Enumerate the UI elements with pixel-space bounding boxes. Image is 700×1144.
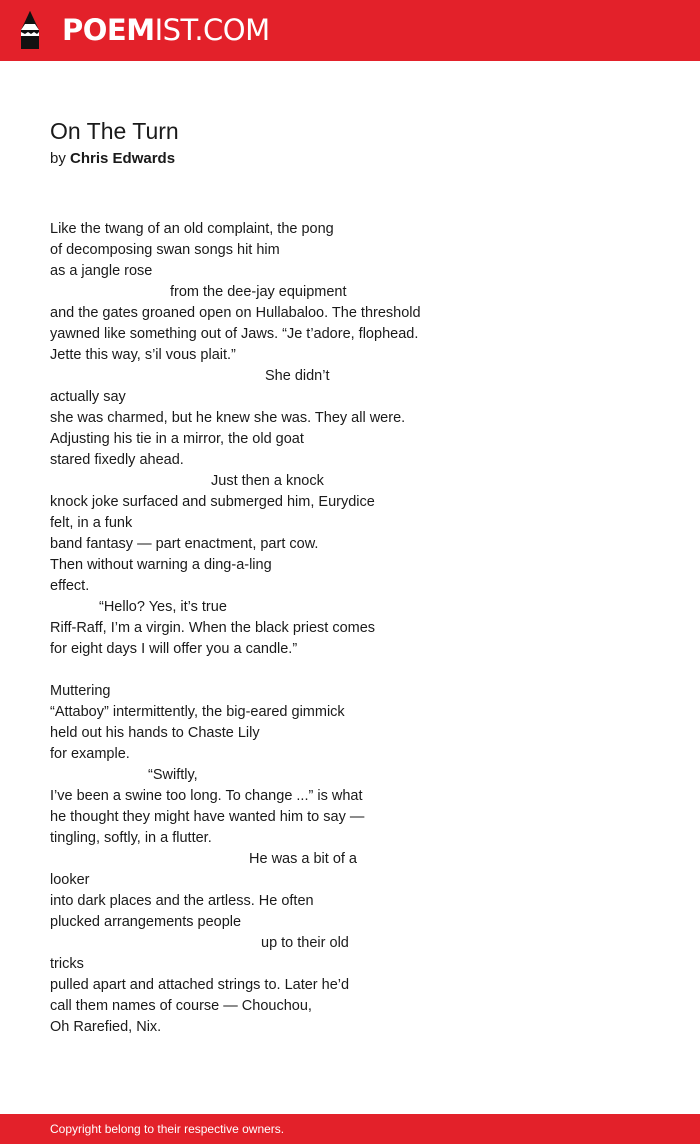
poem-line: from the dee-jay equipment <box>170 284 347 300</box>
poem-line: looker <box>50 872 90 888</box>
copyright-text: Copyright belong to their respective owners. <box>50 1122 285 1136</box>
poem-line: held out his hands to Chaste Lily <box>50 725 260 741</box>
poem-line: call them names of course — Chouchou, <box>50 998 312 1014</box>
poem-line: pulled apart and attached strings to. Later he’d <box>50 977 350 993</box>
poem-line: Oh Rarefied, Nix. <box>50 1019 162 1035</box>
poem-line: tingling, softly, in a flutter. <box>50 830 212 846</box>
poem-line: into dark places and the artless. He often <box>50 893 314 909</box>
poem-line: for eight days I will offer you a candle.” <box>50 641 298 657</box>
poem-line: He was a bit of a <box>249 851 357 867</box>
poem-line: band fantasy — part enactment, part cow. <box>50 536 319 552</box>
site-footer <box>0 1114 700 1144</box>
poem-line: Then without warning a ding-a-ling <box>50 557 272 573</box>
poem-line: felt, in a funk <box>50 515 133 531</box>
poem-line: Riff-Raff, I’m a virgin. When the black priest comes <box>50 620 376 636</box>
site-header <box>0 0 700 61</box>
poem-line: knock joke surfaced and submerged him, Eurydice <box>50 494 375 510</box>
poem-line: yawned like something out of Jaws. “Je t’adore, flophead. <box>50 326 419 342</box>
poem-line: plucked arrangements people <box>50 914 242 930</box>
by-label: by <box>50 150 66 167</box>
author-name: Chris Edwards <box>70 150 176 167</box>
poem-line: effect. <box>50 578 90 594</box>
poem-line: he thought they might have wanted him to say — <box>50 809 365 825</box>
poem-line: “Swiftly, <box>148 767 198 783</box>
poem-line: for example. <box>50 746 130 762</box>
brand-bold: POEM <box>62 13 155 47</box>
site-logo-text[interactable] <box>62 12 270 48</box>
poem-line: of decomposing swan songs hit him <box>50 242 280 258</box>
poem-line: Like the twang of an old complaint, the pong <box>50 221 334 237</box>
poem-line: I’ve been a swine too long. To change ...” is what <box>50 788 363 804</box>
poem-line: she was charmed, but he knew she was. They all were. <box>50 410 406 426</box>
poem-line: Muttering <box>50 683 111 699</box>
poem-line: actually say <box>50 389 126 405</box>
poem-line: as a jangle rose <box>50 263 153 279</box>
poem-line <box>50 660 650 681</box>
poem-line: tricks <box>50 956 84 972</box>
poem-line: “Hello? Yes, it’s true <box>99 599 227 615</box>
poem-line: stared fixedly ahead. <box>50 452 184 468</box>
poem-line: She didn’t <box>265 368 330 384</box>
brand-light: IST.COM <box>154 13 270 47</box>
poem-title: On The Turn <box>50 118 179 144</box>
poem-line: “Attaboy” intermittently, the big-eared gimmick <box>50 704 345 720</box>
poem-line: and the gates groaned open on Hullabaloo. The threshold <box>50 305 421 321</box>
poem-byline <box>50 148 175 170</box>
poem-body <box>50 219 650 1038</box>
pencil-tip-icon[interactable] <box>17 10 43 50</box>
poem-line: up to their old <box>261 935 349 951</box>
poem-line: Adjusting his tie in a mirror, the old goat <box>50 431 304 447</box>
poem-line: Jette this way, s’il vous plait.” <box>50 347 236 363</box>
poem-line: Just then a knock <box>211 473 324 489</box>
